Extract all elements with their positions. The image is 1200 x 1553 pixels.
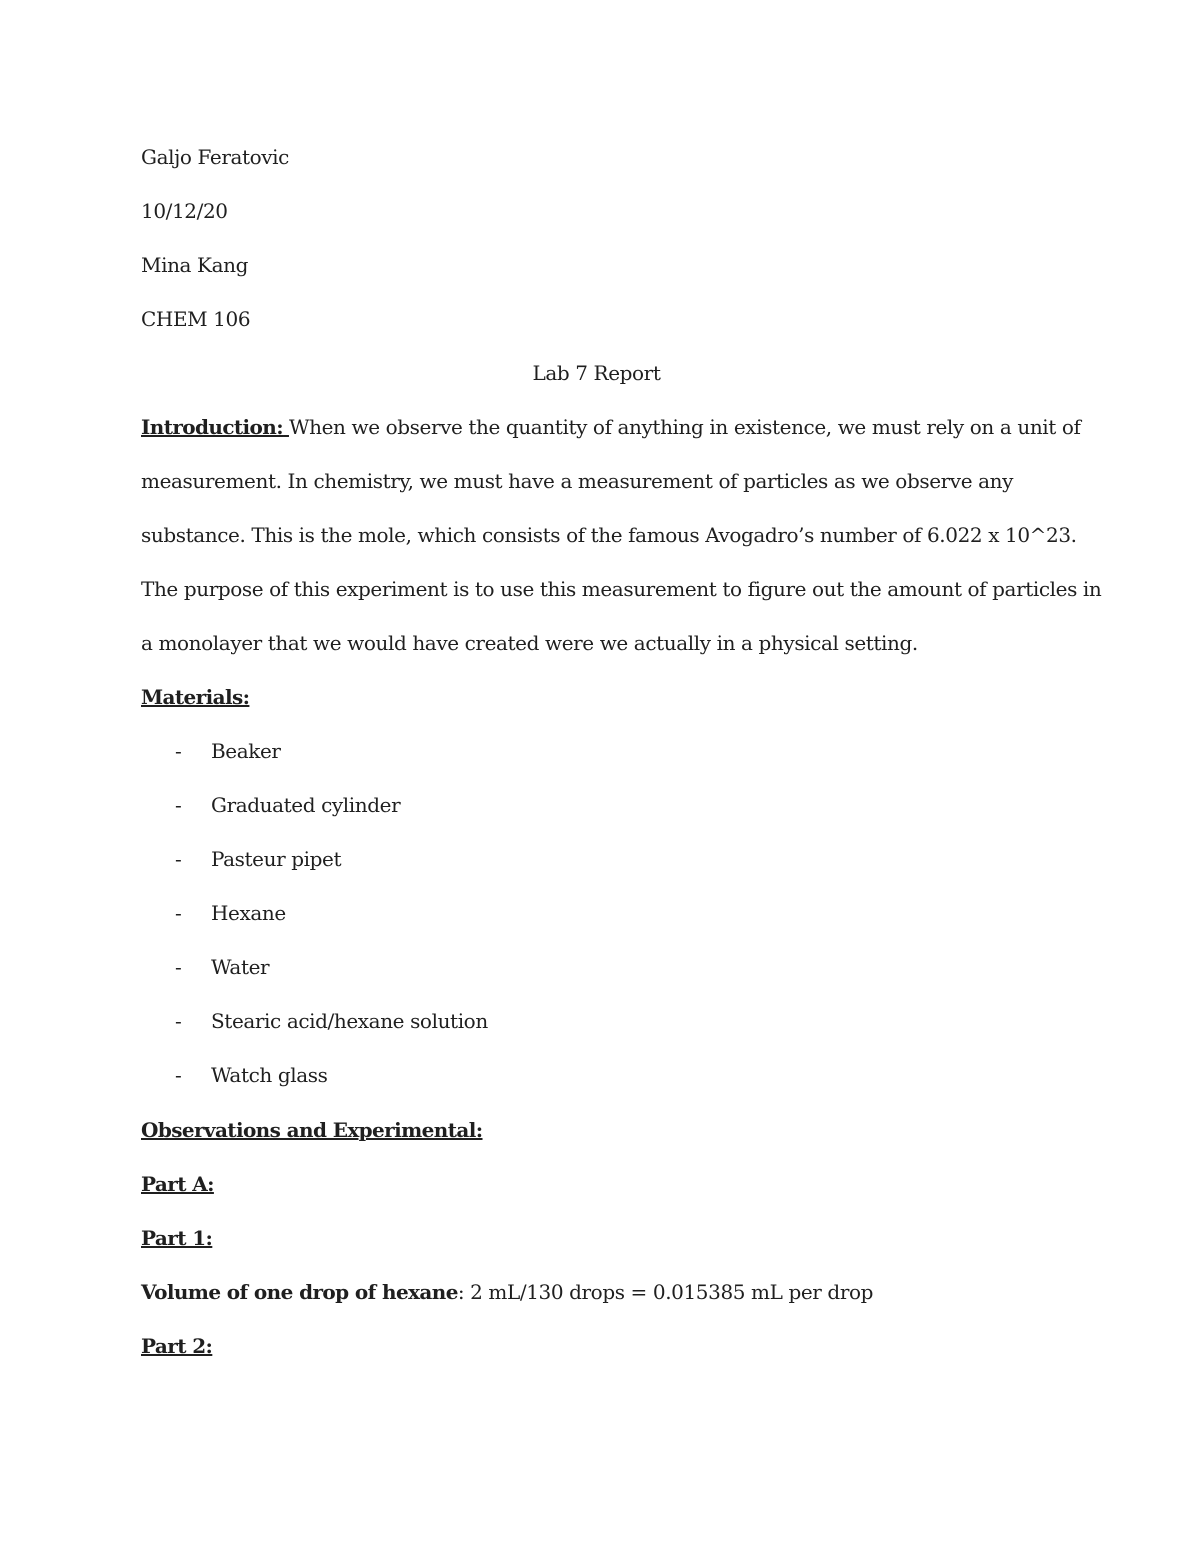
intro-line-3: substance. This is the mole, which consists of the famous Avogadro’s number of 6.022 x 10^23. <box>141 523 1077 547</box>
part-2-heading: Part 2: <box>141 1334 213 1358</box>
list-bullet: - <box>175 739 182 763</box>
list-bullet: - <box>175 955 182 979</box>
material-item: Beaker <box>211 739 281 763</box>
material-item: Graduated cylinder <box>211 793 401 817</box>
materials-heading: Materials: <box>141 685 250 709</box>
material-item: Stearic acid/hexane solution <box>211 1009 488 1033</box>
material-item: Water <box>211 955 270 979</box>
course-code: CHEM 106 <box>141 307 251 331</box>
intro-line-1 <box>141 412 1081 442</box>
observations-heading <box>141 1115 483 1145</box>
drop-volume-value: : 2 mL/130 drops = 0.015385 mL per drop <box>457 1280 874 1304</box>
observations-heading-text: Observations and Experimental: <box>141 1118 483 1142</box>
part-1-heading <box>141 1223 212 1253</box>
student-name: Galjo Feratovic <box>141 145 289 169</box>
intro-text-1: When we observe the quantity of anything in existence, we must rely on a unit of <box>288 415 1081 439</box>
material-item: Watch glass <box>211 1063 328 1087</box>
introduction-heading: Introduction: <box>141 415 284 439</box>
report-title: Lab 7 Report <box>532 361 661 385</box>
list-bullet: - <box>175 901 182 925</box>
list-bullet: - <box>175 1063 182 1087</box>
material-item: Pasteur pipet <box>211 847 342 871</box>
list-bullet: - <box>175 847 182 871</box>
intro-line-2: measurement. In chemistry, we must have a measurement of particles as we observe any <box>141 469 1014 493</box>
drop-volume-label: Volume of one drop of hexane <box>141 1280 458 1304</box>
report-date: 10/12/20 <box>141 199 228 223</box>
list-bullet: - <box>175 793 182 817</box>
drop-volume-line <box>141 1277 873 1307</box>
intro-line-5: a monolayer that we would have created were we actually in a physical setting. <box>141 631 918 655</box>
part-1-heading-text: Part 1: <box>141 1226 213 1250</box>
intro-line-4: The purpose of this experiment is to use this measurement to figure out the amount of particles in <box>141 577 1102 601</box>
instructor-name: Mina Kang <box>141 253 248 277</box>
part-a-heading: Part A: <box>141 1172 214 1196</box>
list-bullet: - <box>175 1009 182 1033</box>
material-item: Hexane <box>211 901 286 925</box>
